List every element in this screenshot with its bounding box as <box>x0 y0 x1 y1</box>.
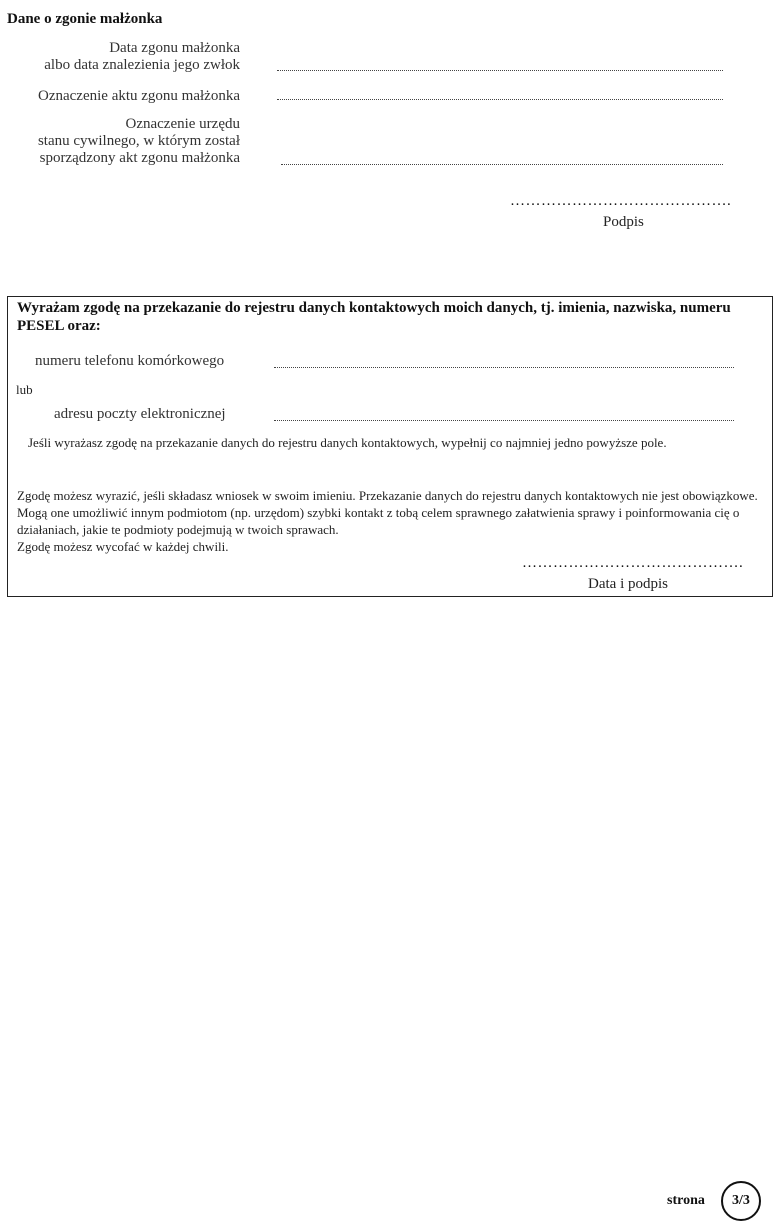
section-heading-spouse-death: Dane o zgonie małżonka <box>7 11 163 27</box>
consent-note <box>17 487 767 555</box>
or-label: lub <box>16 382 33 397</box>
field-label-death-date <box>10 40 240 74</box>
field-label-line: Oznaczenie aktu zgonu małżonka <box>38 88 240 104</box>
field-label-registry-office <box>10 116 240 167</box>
consent-title: Wyrażam zgodę na przekazanie do rejestru danych kontaktowych moich danych, tj. imienia, nazwiska, numeru PESEL oraz: <box>17 300 731 334</box>
field-label-line: stanu cywilnego, w którym został <box>37 133 240 149</box>
consent-box <box>7 296 773 597</box>
field-label-line: Oznaczenie urzędu <box>125 116 240 132</box>
death-date-field[interactable] <box>277 70 723 71</box>
field-label-line: albo data znalezienia jego zwłok <box>44 57 240 73</box>
death-certificate-field[interactable] <box>277 99 723 100</box>
field-label-line: sporządzony akt zgonu małżonka <box>39 150 240 166</box>
consent-note-withdraw: Zgodę możesz wycofać w każdej chwili. <box>17 539 229 554</box>
date-signature-label: Data i podpis <box>588 576 668 592</box>
page-word: strona <box>667 1193 705 1208</box>
page-number-badge <box>721 1181 761 1221</box>
email-label: adresu poczty elektronicznej <box>54 406 226 422</box>
phone-number-field[interactable] <box>274 367 734 368</box>
consent-instruction: Jeśli wyrażasz zgodę na przekazanie danych do rejestru danych kontaktowych, wypełnij co najmniej jedno powyższe pole. <box>28 435 667 450</box>
page-number: 3/3 <box>732 1193 750 1208</box>
registry-office-field[interactable] <box>281 164 723 165</box>
field-label-line: Data zgonu małżonka <box>109 40 240 56</box>
signature-label: Podpis <box>603 214 644 230</box>
date-signature-line[interactable]: ……………………………………. <box>522 555 744 571</box>
field-label-death-certificate <box>10 88 240 105</box>
consent-note-paragraph: Zgodę możesz wyrazić, jeśli składasz wniosek w swoim imieniu. Przekazanie danych do rejestru danych kontaktowych nie jest obowiązkowe. Mogą one umożliwić innym podmiotom (np. urzędom) szybki kontakt z tobą celem sprawnego załatwienia sprawy i poinformowania cię o działaniach, jakie te podmioty podejmują w twoich sprawach. <box>17 488 758 537</box>
email-field[interactable] <box>274 420 734 421</box>
signature-line[interactable]: ……………………………………. <box>510 193 732 209</box>
phone-label: numeru telefonu komórkowego <box>35 353 225 369</box>
